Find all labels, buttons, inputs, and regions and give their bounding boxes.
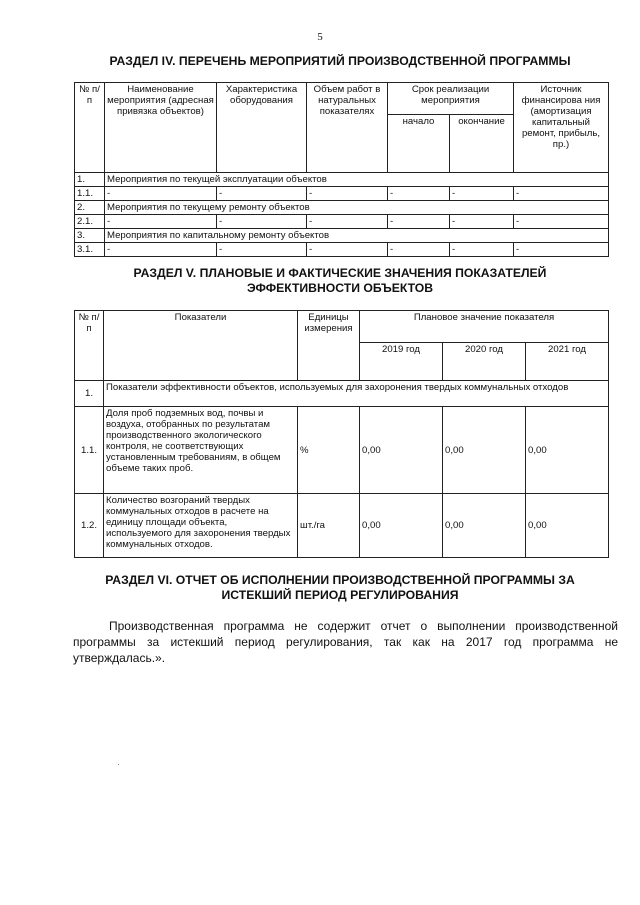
- value-2019: 0,00: [360, 407, 443, 494]
- cell: -: [307, 243, 388, 257]
- cell: -: [105, 243, 217, 257]
- value-2021: 0,00: [526, 407, 609, 494]
- indicator-name: Количество возгораний твердых коммунальных отходов в расчете на единицу площади объекта, используемого для захоронения твердых коммунальных отходов.: [104, 494, 298, 558]
- group-title: Показатели эффективности объектов, используемых для захоронения твердых коммунальных отходов: [104, 381, 609, 407]
- section-6-title-line1: РАЗДЕЛ VI. ОТЧЕТ ОБ ИСПОЛНЕНИИ ПРОИЗВОДСТВЕННОЙ ПРОГРАММЫ ЗА: [105, 573, 575, 587]
- cell: -: [105, 187, 217, 201]
- header-equipment: Характеристика оборудования: [217, 83, 307, 173]
- cell: -: [217, 243, 307, 257]
- unit: шт./га: [298, 494, 360, 558]
- cell: -: [217, 215, 307, 229]
- section-6-title-line2: ИСТЕКШИЙ ПЕРИОД РЕГУЛИРОВАНИЯ: [221, 588, 459, 602]
- cell: -: [388, 187, 450, 201]
- row-title: Мероприятия по капитальному ремонту объектов: [105, 229, 609, 243]
- report-paragraph: [73, 618, 618, 666]
- table-row: [75, 201, 609, 215]
- page-number: 5: [317, 31, 323, 43]
- row-title: Мероприятия по текущей эксплуатации объектов: [105, 173, 609, 187]
- section-4-title: РАЗДЕЛ IV. ПЕРЕЧЕНЬ МЕРОПРИЯТИЙ ПРОИЗВОДСТВЕННОЙ ПРОГРАММЫ: [109, 54, 571, 68]
- cell: -: [450, 187, 514, 201]
- row-num: 3.: [75, 229, 105, 243]
- section-5-title-line1: РАЗДЕЛ V. ПЛАНОВЫЕ И ФАКТИЧЕСКИЕ ЗНАЧЕНИЯ ПОКАЗАТЕЛЕЙ: [133, 266, 547, 280]
- row-num: 3.1.: [75, 243, 105, 257]
- row-num: 2.: [75, 201, 105, 215]
- value-2021: 0,00: [526, 494, 609, 558]
- table-row: [75, 215, 609, 229]
- header-end: окончание: [450, 115, 514, 173]
- cell: -: [307, 215, 388, 229]
- header-indicators: Показатели: [104, 311, 298, 381]
- activities-table: [74, 82, 609, 257]
- unit: %: [298, 407, 360, 494]
- header-2019: 2019 год: [360, 343, 443, 381]
- efficiency-table: [74, 310, 609, 558]
- header-units: Единицы измерения: [298, 311, 360, 381]
- table-row: [75, 243, 609, 257]
- header-volume: Объем работ в натуральных показателях: [307, 83, 388, 173]
- cell: -: [217, 187, 307, 201]
- row-num: 1.: [75, 173, 105, 187]
- cell: -: [388, 215, 450, 229]
- section-5-title-line2: ЭФФЕКТИВНОСТИ ОБЪЕКТОВ: [246, 281, 434, 295]
- header-planned: Плановое значение показателя: [360, 311, 609, 343]
- row-num: 1.1.: [75, 407, 104, 494]
- section-5-title: [60, 266, 620, 296]
- header-2020: 2020 год: [443, 343, 526, 381]
- header-2021: 2021 год: [526, 343, 609, 381]
- cell: -: [514, 215, 609, 229]
- row-num: 2.1.: [75, 215, 105, 229]
- table-row: [75, 173, 609, 187]
- value-2019: 0,00: [360, 494, 443, 558]
- header-source: Источник финансирова ния (амортизация капитальный ремонт, прибыль, пр.): [514, 83, 609, 173]
- indicator-name: Доля проб подземных вод, почвы и воздуха, отобранных по результатам производственного экологического контроля, не соответствующих установленным требованиям, в общем объеме таких проб.: [104, 407, 298, 494]
- row-title: Мероприятия по текущему ремонту объектов: [105, 201, 609, 215]
- cell: -: [388, 243, 450, 257]
- cell: -: [514, 243, 609, 257]
- header-num: № п/п: [75, 83, 105, 173]
- value-2020: 0,00: [443, 494, 526, 558]
- table-row: [75, 229, 609, 243]
- table-row: [75, 381, 609, 407]
- cell: -: [514, 187, 609, 201]
- header-name: Наименование мероприятия (адресная привязка объектов): [105, 83, 217, 173]
- table-row: [75, 407, 609, 494]
- header-start: начало: [388, 115, 450, 173]
- row-num: 1.2.: [75, 494, 104, 558]
- table-row: [75, 494, 609, 558]
- cell: -: [105, 215, 217, 229]
- row-num: 1.: [75, 381, 104, 407]
- section-6-title: [60, 573, 620, 603]
- report-paragraph-text: Производственная программа не содержит отчет о выполнении производственной программы за истекший период регулирования, так как на 2017 год программа не утверждалась.».: [73, 619, 618, 665]
- value-2020: 0,00: [443, 407, 526, 494]
- header-num: № п/п: [75, 311, 104, 381]
- table-row: [75, 187, 609, 201]
- scan-dot: [118, 764, 119, 765]
- cell: -: [307, 187, 388, 201]
- cell: -: [450, 215, 514, 229]
- row-num: 1.1.: [75, 187, 105, 201]
- header-period: Срок реализации мероприятия: [388, 83, 514, 115]
- cell: -: [450, 243, 514, 257]
